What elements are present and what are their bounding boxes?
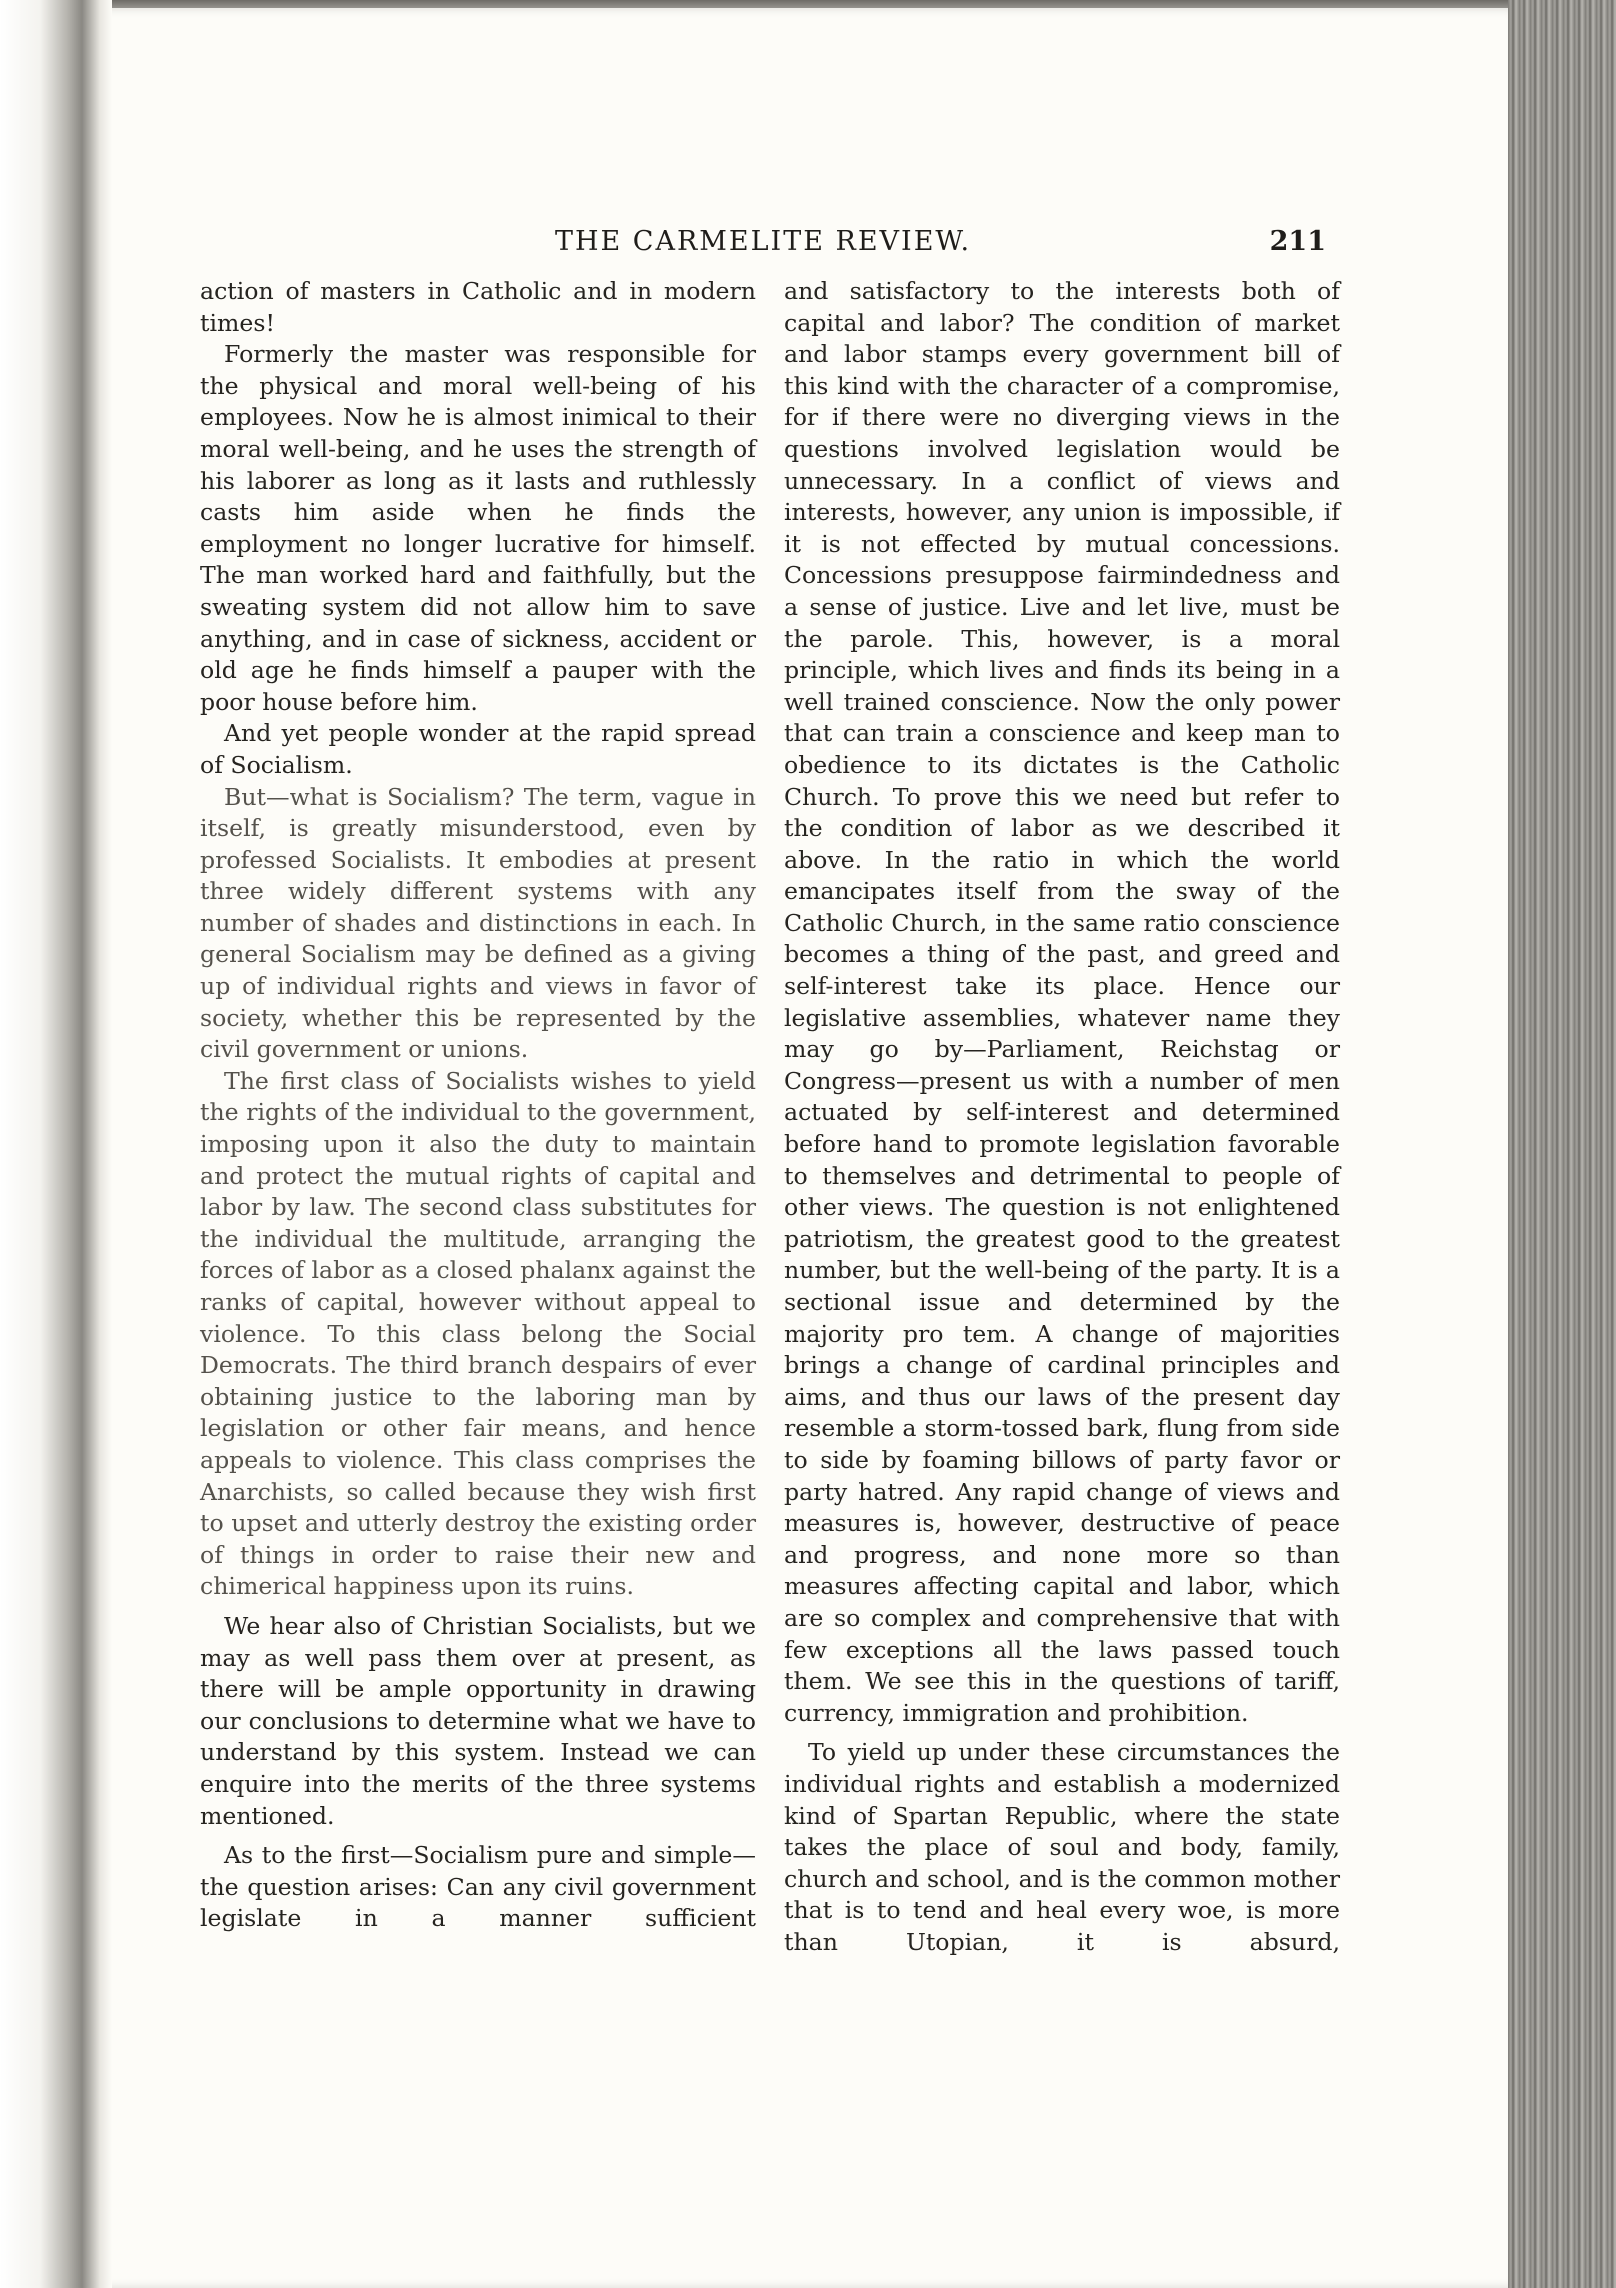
paragraph: As to the first—Socialism pure and simple—the question arises: Can any civil government legislate in a manner sufficient (200, 1841, 756, 1933)
paragraph: To yield up under these circumstances the individual rights and establish a modernized kind of Spartan Republic, where the state takes the place of soul and body, family, church and school, and is the common mother that is to tend and heal every woe, is more than Utopian, it is absurd, (784, 1738, 1340, 1956)
paragraph: But—what is Socialism? The term, vague in itself, is greatly misunderstood, even by professed Socialists. It embodies at present three widely different systems with any number of shades and distinctions in each. In general Socialism may be defined as a giving up of individual rights and views in favor of society, whether this be represented by the civil government or unions. (200, 782, 756, 1064)
paragraph: And yet people wonder at the rapid spread of Socialism. (200, 719, 756, 779)
paragraph: action of masters in Catholic and in modern times! (200, 277, 756, 337)
running-title: THE CARMELITE REVIEW. (554, 226, 972, 257)
paragraph: The first class of Socialists wishes to yield the rights of the individual to the government, imposing upon it also the duty to maintain and protect the mutual rights of capital and labor by law. The second class substitutes for the individual the multitude, arranging the forces of labor as a closed phalanx against the ranks of capital, however without appeal to violence. To this class belong the Social Democrats. The third branch despairs of ever obtaining justice to the laboring man by legislation or other fair means, and hence appeals to violence. This class comprises the Anarchists, so called because they wish first to upset and utterly destroy the existing order of things in order to raise their new and chimerical happiness upon its ruins. (200, 1066, 756, 1601)
page-number: 211 (1269, 226, 1326, 257)
book-binding-gutter (0, 0, 112, 2288)
paragraph: Formerly the master was responsible for the physical and moral well-being of his employees. Now he is almost inimical to their moral well-being, and he uses the strength of his laborer as long as it lasts and ruthlessly casts him aside when he finds the employment no longer lucrative for himself. The man worked hard and faithfully, but the sweating system did not allow him to save anything, and in case of sickness, accident or old age he finds himself a pauper with the poor house before him. (200, 340, 756, 716)
paragraph: We hear also of Christian Socialists, but we may as well pass them over at present, as there will be ample opportunity in drawing our conclusions to determine what we have to understand by this system. Instead we can enquire into the merits of the three systems mentioned. (200, 1611, 756, 1830)
page-stack-edge (1508, 0, 1616, 2288)
paragraph: and satisfactory to the interests both of capital and labor? The condition of market and labor stamps every government bill of this kind with the character of a compromise, for if there were no diverging views in the questions involved legislation would be unnecessary. In a conflict of views and interests, however, any union is impossible, if it is not effected by mutual concessions. Concessions presuppose fairmindedness and a sense of justice. Live and let live, must be the parole. This, however, is a moral principle, which lives and finds its being in a well trained conscience. Now the only power that can train a conscience and keep man to obedience to its dictates is the Catholic Church. To prove this we need but refer to the condition of labor as we described it above. In the ratio in which the world emancipates itself from the sway of the Catholic Church, in the same ratio conscience becomes a thing of the past, and greed and self-interest take its place. Hence our legislative assemblies, whatever name they may go by—Parliament, Reichstag or Congress—present us with a number of men actuated by self-interest and determined before hand to promote legislation favorable to themselves and detrimental to people of other views. The question is not enlightened patriotism, the greatest good to the greatest number, but the well-being of the party. It is a sectional issue and determined by the majority pro tem. A change of majorities brings a change of cardinal principles and aims, and thus our laws of the present day resemble a storm-tossed bark, flung from side to side by foaming billows of party favor or party hatred. Any rapid change of views and measures is, however, destructive of peace and progress, and none more so than measures affecting capital and labor, which are so complex and comprehensive that with few exceptions all the laws passed touch them. We see this in the questions of tariff, currency, immigration and prohibition. (784, 277, 1340, 1727)
left-text-column (200, 276, 756, 1935)
page-header (200, 226, 1326, 266)
right-text-column (784, 276, 1340, 1958)
